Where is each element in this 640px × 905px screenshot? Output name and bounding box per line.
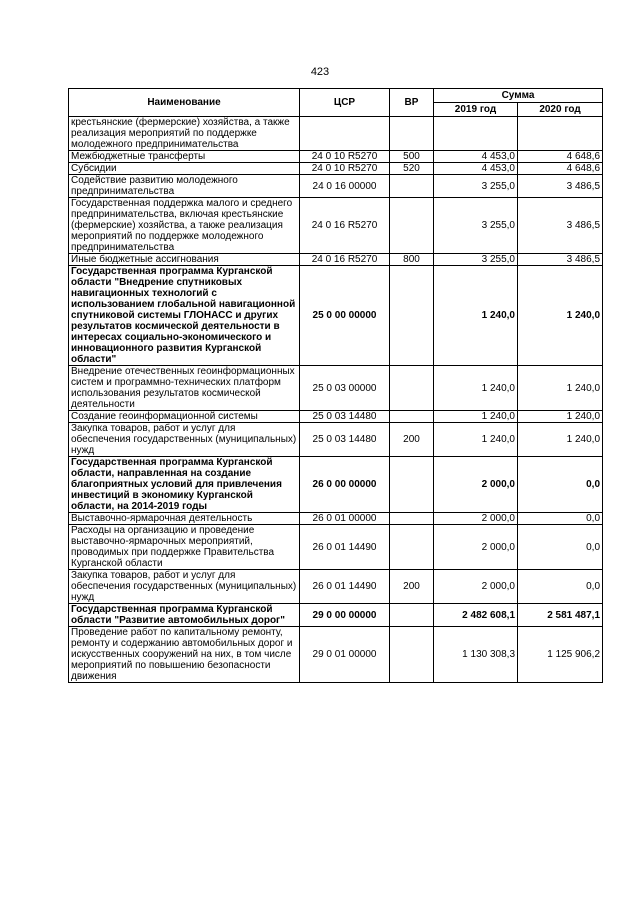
table-row xyxy=(69,198,603,254)
row-vr xyxy=(390,457,434,513)
row-vr: 200 xyxy=(390,570,434,604)
row-vr xyxy=(390,525,434,570)
row-name: Государственная программа Курганской области, направленная на создание благоприятных условий для привлечения инвестиций в экономику Курганской области, на 2014-2019 годы xyxy=(69,457,300,513)
row-value-2020: 0,0 xyxy=(518,513,603,525)
row-value-2019: 3 255,0 xyxy=(434,198,518,254)
table-row xyxy=(69,366,603,411)
page-number: 423 xyxy=(310,66,330,78)
table-row xyxy=(69,411,603,423)
header-vr: ВР xyxy=(390,89,434,117)
row-csr: 26 0 01 00000 xyxy=(300,513,390,525)
row-value-2019: 2 000,0 xyxy=(434,525,518,570)
row-value-2019: 1 240,0 xyxy=(434,411,518,423)
row-name: Межбюджетные трансферты xyxy=(69,151,300,163)
table-row xyxy=(69,175,603,198)
row-name: Государственная программа Курганской области "Внедрение спутниковых навигационных технологий с использованием глобальной навигационной спутниковой системы ГЛОНАСС и других результатов космической деятельности в интересах социально-экономического и инновационного развития Курганской области" xyxy=(69,266,300,366)
row-value-2020: 4 648,6 xyxy=(518,163,603,175)
row-value-2020: 3 486,5 xyxy=(518,198,603,254)
row-value-2020: 0,0 xyxy=(518,570,603,604)
row-vr xyxy=(390,117,434,151)
table-row xyxy=(69,513,603,525)
row-csr: 24 0 16 R5270 xyxy=(300,254,390,266)
row-vr: 200 xyxy=(390,423,434,457)
table-row xyxy=(69,525,603,570)
row-csr: 26 0 01 14490 xyxy=(300,525,390,570)
row-name: Закупка товаров, работ и услуг для обеспечения государственных (муниципальных) нужд xyxy=(69,423,300,457)
row-vr xyxy=(390,198,434,254)
row-value-2019: 3 255,0 xyxy=(434,175,518,198)
row-vr xyxy=(390,175,434,198)
row-csr: 29 0 00 00000 xyxy=(300,604,390,627)
row-csr: 24 0 10 R5270 xyxy=(300,163,390,175)
row-csr: 24 0 16 R5270 xyxy=(300,198,390,254)
row-vr xyxy=(390,513,434,525)
table-row xyxy=(69,627,603,683)
row-csr xyxy=(300,117,390,151)
row-value-2019: 1 240,0 xyxy=(434,423,518,457)
row-vr xyxy=(390,604,434,627)
header-sum: Сумма xyxy=(434,89,603,103)
row-value-2019: 2 482 608,1 xyxy=(434,604,518,627)
row-value-2019: 2 000,0 xyxy=(434,513,518,525)
row-name: Проведение работ по капитальному ремонту, ремонту и содержанию автомобильных дорог и искусственных сооружений на них, в том числе мероприятий по повышению безопасности движения xyxy=(69,627,300,683)
row-value-2020: 0,0 xyxy=(518,525,603,570)
row-name: крестьянские (фермерские) хозяйства, а также реализация мероприятий по поддержке молодежного предпринимательства xyxy=(69,117,300,151)
row-value-2020: 2 581 487,1 xyxy=(518,604,603,627)
row-name: Внедрение отечественных геоинформационных систем и программно-технических платформ использования результатов космической деятельности xyxy=(69,366,300,411)
row-value-2019: 3 255,0 xyxy=(434,254,518,266)
header-2019: 2019 год xyxy=(434,103,518,117)
row-csr: 25 0 03 14480 xyxy=(300,423,390,457)
row-csr: 25 0 03 00000 xyxy=(300,366,390,411)
row-vr xyxy=(390,411,434,423)
row-value-2020: 4 648,6 xyxy=(518,151,603,163)
table-row xyxy=(69,117,603,151)
row-csr: 26 0 01 14490 xyxy=(300,570,390,604)
row-csr: 24 0 16 00000 xyxy=(300,175,390,198)
row-value-2019 xyxy=(434,117,518,151)
row-name: Государственная поддержка малого и среднего предпринимательства, включая крестьянские (фермерские) хозяйства, а также реализация мероприятий по поддержке молодежного предпринимательства xyxy=(69,198,300,254)
row-value-2020: 1 240,0 xyxy=(518,266,603,366)
table-row xyxy=(69,423,603,457)
row-value-2019: 4 453,0 xyxy=(434,151,518,163)
row-name: Государственная программа Курганской области "Развитие автомобильных дорог" xyxy=(69,604,300,627)
row-name: Субсидии xyxy=(69,163,300,175)
row-vr xyxy=(390,266,434,366)
row-name: Закупка товаров, работ и услуг для обеспечения государственных (муниципальных) нужд xyxy=(69,570,300,604)
table-row xyxy=(69,254,603,266)
budget-table xyxy=(68,88,603,683)
row-value-2019: 2 000,0 xyxy=(434,457,518,513)
row-value-2020: 0,0 xyxy=(518,457,603,513)
row-name: Содействие развитию молодежного предпринимательства xyxy=(69,175,300,198)
header-name: Наименование xyxy=(69,89,300,117)
row-csr: 24 0 10 R5270 xyxy=(300,151,390,163)
row-value-2019: 4 453,0 xyxy=(434,163,518,175)
table-row xyxy=(69,604,603,627)
row-csr: 25 0 00 00000 xyxy=(300,266,390,366)
table-row xyxy=(69,151,603,163)
row-name: Создание геоинформационной системы xyxy=(69,411,300,423)
row-name: Расходы на организацию и проведение выставочно-ярмарочных мероприятий, проводимых при поддержке Правительства Курганской области xyxy=(69,525,300,570)
row-value-2020 xyxy=(518,117,603,151)
row-value-2020: 3 486,5 xyxy=(518,254,603,266)
table-row xyxy=(69,266,603,366)
table-row xyxy=(69,163,603,175)
row-csr: 26 0 00 00000 xyxy=(300,457,390,513)
row-vr xyxy=(390,627,434,683)
table-row xyxy=(69,457,603,513)
row-value-2019: 1 240,0 xyxy=(434,366,518,411)
row-vr: 520 xyxy=(390,163,434,175)
header-csr: ЦСР xyxy=(300,89,390,117)
row-value-2020: 1 240,0 xyxy=(518,423,603,457)
row-vr xyxy=(390,366,434,411)
row-csr: 25 0 03 14480 xyxy=(300,411,390,423)
row-vr: 500 xyxy=(390,151,434,163)
table-row xyxy=(69,570,603,604)
row-vr: 800 xyxy=(390,254,434,266)
row-value-2019: 1 240,0 xyxy=(434,266,518,366)
row-value-2020: 1 240,0 xyxy=(518,366,603,411)
row-name: Иные бюджетные ассигнования xyxy=(69,254,300,266)
row-value-2020: 1 240,0 xyxy=(518,411,603,423)
row-csr: 29 0 01 00000 xyxy=(300,627,390,683)
row-value-2019: 1 130 308,3 xyxy=(434,627,518,683)
row-value-2020: 3 486,5 xyxy=(518,175,603,198)
row-name: Выставочно-ярмарочная деятельность xyxy=(69,513,300,525)
row-value-2020: 1 125 906,2 xyxy=(518,627,603,683)
header-2020: 2020 год xyxy=(518,103,603,117)
row-value-2019: 2 000,0 xyxy=(434,570,518,604)
